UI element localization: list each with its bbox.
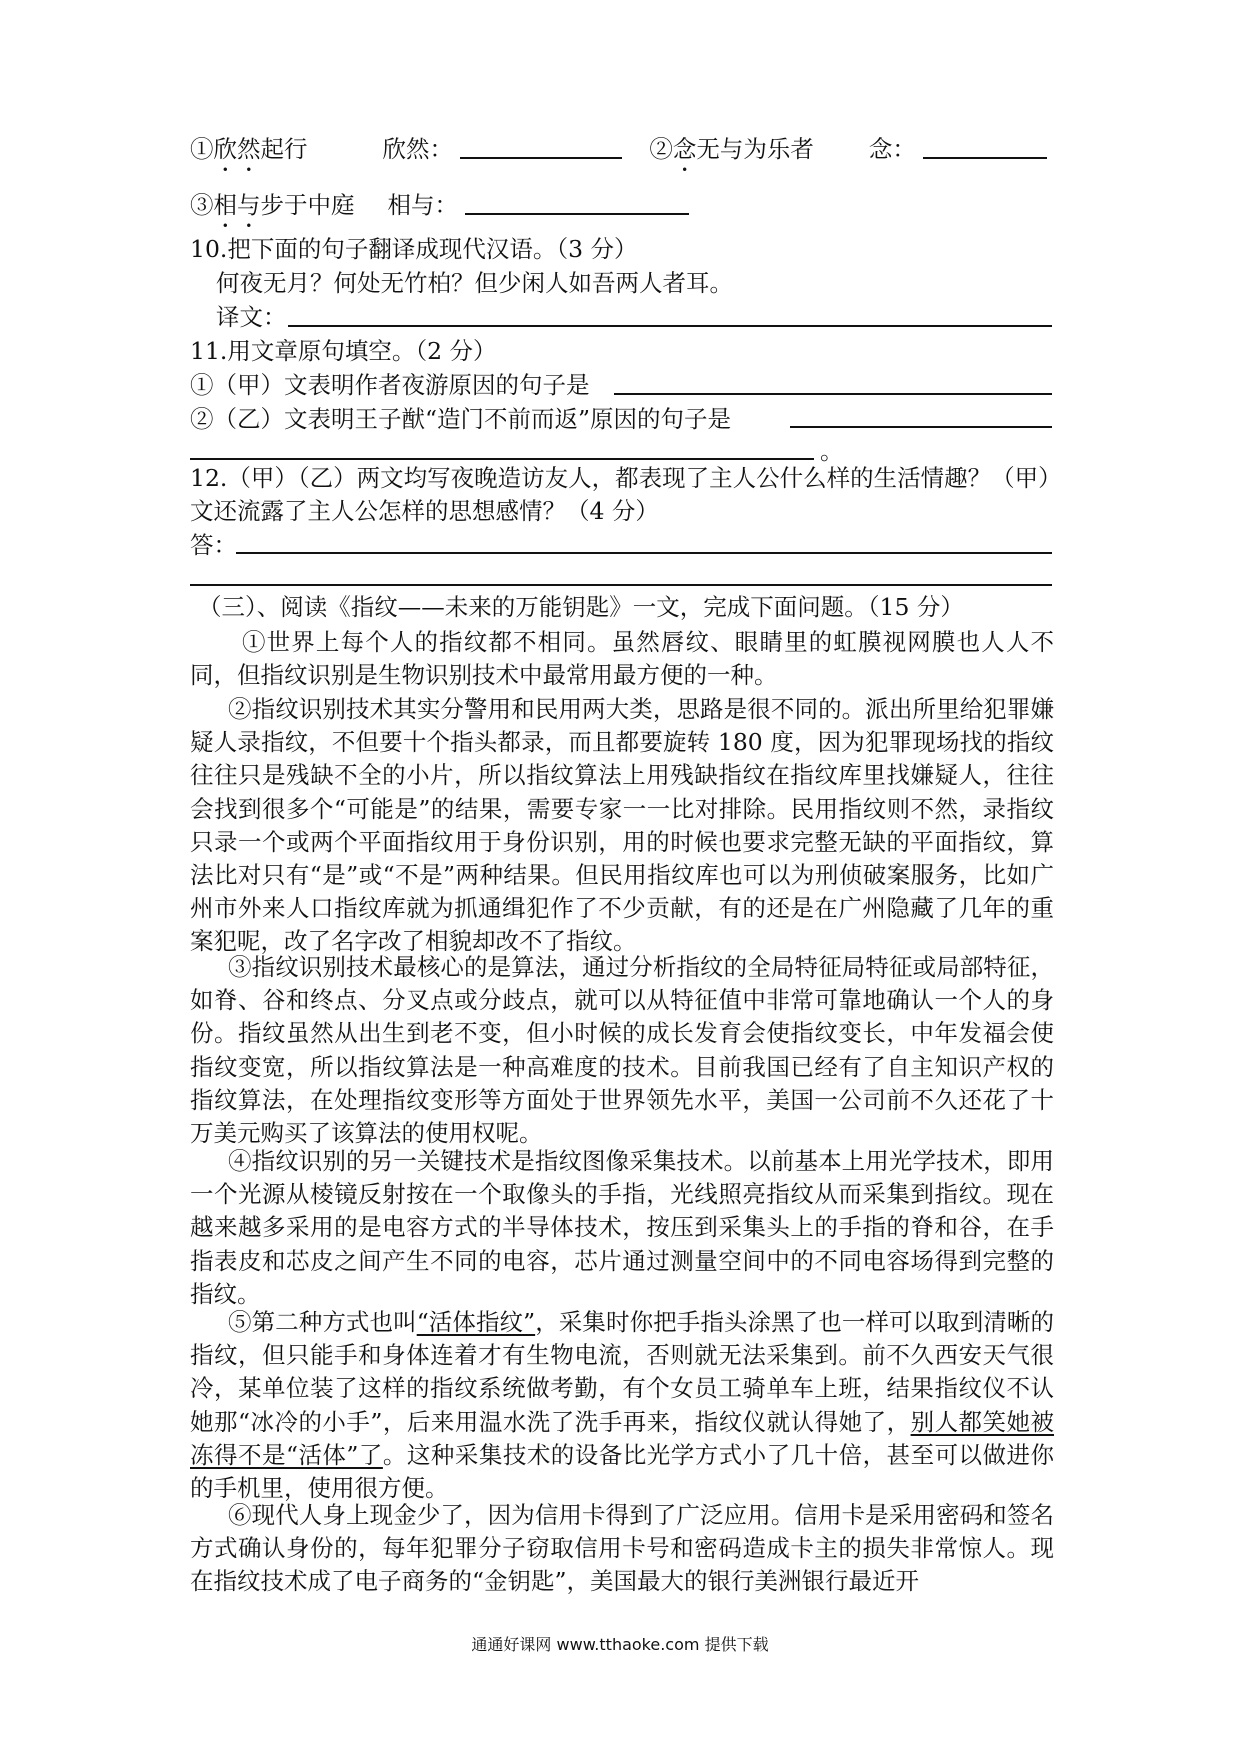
q9-item-1: ①欣然起行 (190, 135, 308, 163)
passage-paragraph-3: ③指纹识别技术最核心的是算法，通过分析指纹的全局特征局特征或局部特征，如脊、谷和终点、分叉点或分歧点，就可以从特征值中非常可靠地确认一个人的身份。指纹虽然从出生到老不变，但小时候的成长发育会使指纹变长，中年发福会使指纹变宽，所以指纹算法是一种高难度的技术。目前我国已经有了自主知识产权的指纹算法，在处理指纹变形等方面处于世界领先水平，美国一公司前不久还花了十万美元购买了该算法的使用权呢。 (190, 953, 1054, 1148)
q11-item-2-answer-line-2[interactable] (190, 458, 814, 460)
q11-item-1-answer-line[interactable] (614, 393, 1052, 395)
q12-question-line-2: 文还流露了主人公怎样的思想感情？（4 分） (190, 497, 659, 525)
q12-question-line-1: 12.（甲）（乙）两文均写夜晚造访友人，都表现了主人公什么样的生活情趣？（甲） (190, 464, 1062, 492)
q12-answer-line-1[interactable] (236, 552, 1052, 554)
q11-item-2-answer-line-1[interactable] (790, 426, 1052, 428)
q9-item-2-label: 念： (868, 135, 916, 163)
q9-item-3: ③相与步于中庭 (190, 191, 355, 219)
passage-paragraph-1: ①世界上每个人的指纹都不相同。虽然唇纹、眼睛里的虹膜视网膜也人人不同，但指纹识别是生物识别技术中最常用最方便的一种。 (190, 628, 1054, 690)
underlined-sentence-laughed-at: 别人都笑她被冻得不是“活体”了 (190, 1407, 1055, 1469)
q9-item-2: ②念无与为乐者 (649, 135, 814, 163)
footer-url: www.tthaoke.com (556, 1635, 700, 1654)
q9-row-1 (190, 132, 1047, 177)
footer-site-name: 通通好课网 (471, 1635, 552, 1654)
underlined-phrase-living-fingerprint: “活体指纹” (416, 1308, 536, 1336)
q10-answer-label: 译文： (216, 303, 287, 331)
footer-note: 提供下载 (704, 1635, 769, 1654)
q12-answer-label: 答： (190, 531, 237, 559)
q11-item-1: ①（甲）文表明作者夜游原因的句子是 (190, 371, 590, 399)
passage-paragraph-6: ⑥现代人身上现金少了，因为信用卡得到了广泛应用。信用卡是采用密码和签名方式确认身份的，每年犯罪分子窃取信用卡号和密码造成卡主的损失非常惊人。现在指纹技术成了电子商务的“金钥匙”，美国最大的银行美洲银行最近开 (190, 1501, 1054, 1596)
q12-answer-line-2[interactable] (190, 584, 1052, 586)
q9-item-2-answer-blank[interactable] (923, 135, 1047, 159)
q11-item-2: ②（乙）文表明王子猷“造门不前而返”原因的句子是 (190, 405, 732, 433)
page-footer (0, 1632, 1240, 1655)
q9-item-3-label: 相与： (387, 191, 458, 219)
q10-sentence: 何夜无月？何处无竹柏？但少闲人如吾两人者耳。 (216, 269, 733, 297)
q10-title: 10.把下面的句子翻译成现代汉语。（3 分） (190, 235, 638, 263)
q9-item-1-answer-blank[interactable] (460, 135, 622, 159)
q10-answer-line[interactable] (288, 325, 1052, 327)
section-3-title: （三）、阅读《指纹——未来的万能钥匙》一文，完成下面问题。（15 分） (198, 593, 964, 621)
q9-item-3-answer-blank[interactable] (465, 191, 689, 215)
q11-period: 。 (820, 437, 844, 465)
passage-paragraph-4: ④指纹识别的另一关键技术是指纹图像采集技术。以前基本上用光学技术，即用一个光源从棱镜反射按在一个取像头的手指，光线照亮指纹从而采集到指纹。现在越来越多采用的是电容方式的半导体技术，按压到采集头上的手指的脊和谷，在手指表皮和芯皮之间产生不同的电容，芯片通过测量空间中的不同电容场得到完整的指纹。 (190, 1147, 1054, 1308)
passage-paragraph-5: ⑤第二种方式也叫“活体指纹”，采集时你把手指头涂黑了也一样可以取到清晰的指纹，但只能手和身体连着才有生物电流，否则就无法采集到。前不久西安天气很冷，某单位装了这样的指纹系统做考勤，有个女员工骑单车上班，结果指纹仪不认她那“冰冷的小手”，后来用温水洗了洗手再来，指纹仪就认得她了，别人都笑她被冻得不是“活体”了。这种采集技术的设备比光学方式小了几十倍，甚至可以做进你的手机里，使用很方便。 (190, 1308, 1055, 1503)
q9-row-2 (190, 188, 689, 233)
q11-title: 11.用文章原句填空。（2 分） (190, 337, 497, 365)
q9-item-1-label: 欣然： (382, 135, 453, 163)
passage-paragraph-2: ②指纹识别技术其实分警用和民用两大类，思路是很不同的。派出所里给犯罪嫌疑人录指纹，不但要十个指头都录，而且都要旋转 180 度，因为犯罪现场找的指纹往往只是残缺不全的小片，所以指纹算法上用残缺指纹在指纹库里找嫌疑人，往往会找到很多个“可能是”的结果，需要专家一一比对排除。民用指纹则不然，录指纹只录一个或两个平面指纹用于身份识别，用的时候也要求完整无缺的平面指纹，算法比对只有“是”或“不是”两种结果。但民用指纹库也可以为刑侦破案服务，比如广州市外来人口指纹库就为抓通缉犯作了不少贡献，有的还是在广州隐藏了几年的重案犯呢，改了名字改了相貌却改不了指纹。 (190, 695, 1054, 956)
